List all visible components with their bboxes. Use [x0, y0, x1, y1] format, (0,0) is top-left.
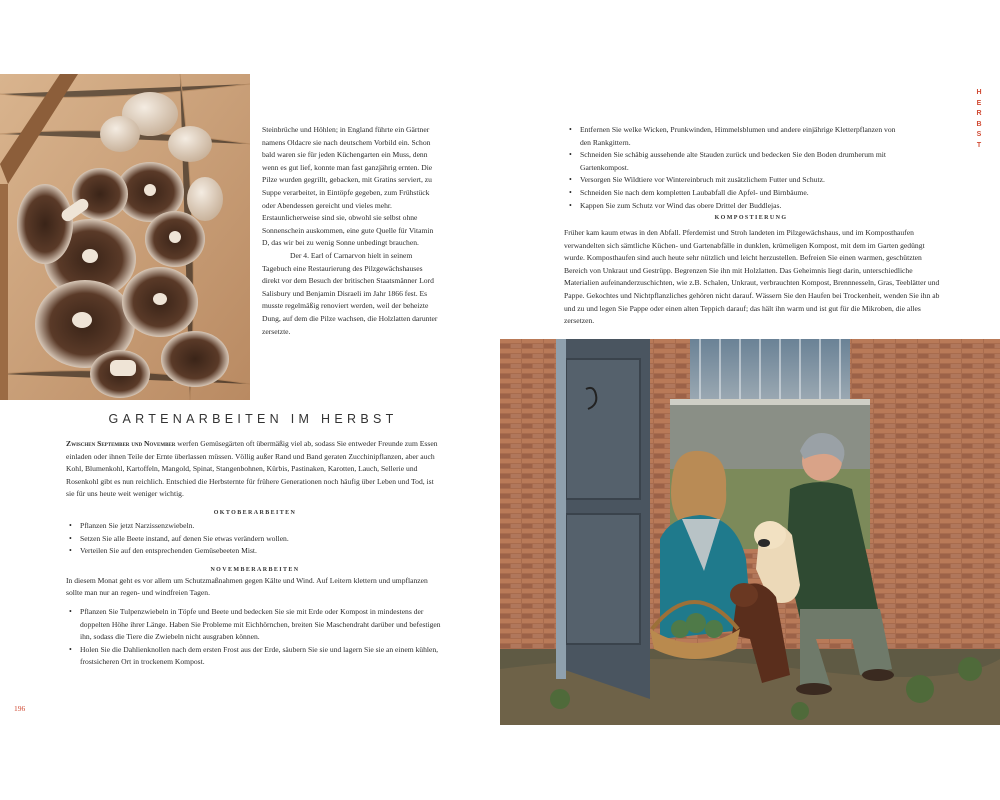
right-column	[566, 124, 906, 212]
lead-smallcaps: Zwischen September und November	[66, 439, 176, 448]
intro-paragraph-2: Der 4. Earl of Carnarvon hielt in seinem Tagebuch eine Restaurierung des Pilzgewächshauses direkt vor dem Besuch der britischen Staatsmänner Lord Salisbury und Benjamin Disraeli im Jahr 1866 fest. Es musste regelmäßig renoviert werden, weil der beheizte Dung, auf dem die Pilze wachsen, die Holzlatten darunter zersetzte.	[262, 250, 438, 336]
page-number: 196	[14, 704, 26, 713]
november-list	[66, 606, 444, 669]
lead-rest: werfen Gemüsegärten oft übermäßig viel ab, sodass Sie entweder Freunde zum Essen einladen oder ihnen Teile der Ernte überlassen müssen. Völlig außer Rand und Band geraten Zucchinipflanzen, aber auch Kohl, Blumenkohl, Kartoffeln, Mangold, Spinat, Stangenbohnen, Kürbis, Pastinaken, Karotten, Lauch, Sellerie und Rosenkohl gibt es nun reichlich. Entschied die Herbsternte für frühere Generationen noch häufig über Leben und Tod, ist sie für uns heute weit weniger wichtig.	[66, 439, 438, 499]
oktober-list	[66, 520, 444, 558]
section-side-tab	[966, 88, 992, 151]
side-tab-letter: H	[976, 89, 982, 96]
left-main-text	[66, 438, 444, 669]
kompost-title: KOMPOSTIERUNG	[714, 215, 788, 221]
intro-column	[262, 124, 438, 338]
section-heading: GARTENARBEITEN IM HERBST	[108, 412, 398, 426]
lead-paragraph	[66, 438, 444, 501]
list-item: • Pflanzen Sie jetzt Narzissenzwiebeln.	[66, 520, 444, 533]
mushroom-photo	[0, 74, 250, 400]
right-bullet-list	[566, 124, 906, 212]
list-item: • Kappen Sie zum Schutz vor Wind das obere Drittel der Buddlejas.	[566, 200, 906, 213]
side-tab-letter: R	[976, 110, 982, 117]
november-intro: In diesem Monat geht es vor allem um Schutzmaßnahmen gegen Kälte und Wind. Auf Leitern klettern und umpflanzen sollte man nur an regen- und windfreien Tagen.	[66, 575, 428, 598]
side-tab-letter: S	[976, 131, 982, 138]
oktober-title: OKTOBERARBEITEN	[213, 509, 297, 516]
list-item: • Verteilen Sie auf den entsprechenden Gemüsebeeten Mist.	[66, 545, 444, 558]
list-item: • Setzen Sie alle Beete instand, auf denen Sie etwas verändern wollen.	[66, 533, 444, 546]
list-item: • Versorgen Sie Wildtiere vor Wintereinbruch mit zusätzlichem Futter und Schutz.	[566, 174, 906, 187]
couple-with-dogs-photo	[500, 339, 1000, 725]
list-item: • Schneiden Sie schäbig aussehende alte Stauden zurück und bedecken Sie den Boden drumherum mit Gartenkompost.	[566, 149, 906, 174]
side-tab-letter: E	[976, 99, 982, 107]
side-tab-letters	[966, 88, 992, 151]
list-item: • Pflanzen Sie Tulpenzwiebeln in Töpfe und Beete und bedecken Sie sie mit Erde oder Kompost in mindestens der doppelten Höhe ihrer Länge. Haben Sie Probleme mit Eichhörnchen, breiten Sie Maschendraht darüber und befestigen ihn, sodass die Tiere die Zwiebeln nicht ausgraben können.	[66, 606, 444, 644]
list-item: • Holen Sie die Dahlienknollen nach dem ersten Frost aus der Erde, säubern Sie sie und lagern Sie sie an einem kühlen, frostsicheren Ort in trockenem Kompost.	[66, 644, 444, 669]
intro-paragraph-1: Steinbrüche und Höhlen; in England führte ein Gärtner namens Oldacre sie nach deutschem Vorbild ein. Schon bald waren sie für jeden Küchengarten ein Muss, denn wenn es gut lief, konnte man fast ganzjährig ernten. Die Pilze wurden gegrillt, gebacken, mit Gratins serviert, zu Suppe verarbeitet, in Eintöpfe gegeben, zum Frühstück oder Abendessen gereicht und vieles mehr. Erstaunlicherweise sind sie, obwohl sie selbst ohne Sonnenschein auskommen, eine gute Quelle für Vitamin D, das wir bei zu wenig Sonne unbedingt brauchen.	[262, 125, 434, 248]
list-item: • Entfernen Sie welke Wicken, Prunkwinden, Himmelsblumen und andere einjährige Kletterpflanzen von den Rankgittern.	[566, 124, 906, 149]
kompost-text: Früher kam kaum etwas in den Abfall. Pferdemist und Stroh landeten im Pilzgewächshaus, und im Komposthaufen verwandelten sich sämtliche Küchen- und Gartenabfälle in dunklen, krümeligen Kompost, mit dem im Garten gedüngt wurde. Komposthaufen sind auch heute sehr nützlich und leicht herzustellen. Befreien Sie einen warmen, geschützten Bereich von Unkraut und Gestrüpp. Begrenzen Sie ihn mit Holzlatten. Das Geheimnis liegt darin, unterschiedliche Materialien aufeinanderzuschichten, wie z.B. Schalen, Unkraut, verbrauchten Kompost, Brennnesseln, Gras, Teeblätter und Pappe. Gekochtes und Nichtpflanzliches gehören nicht darauf. Wässern Sie den Haufen bei Trockenheit, wenden Sie ihn ab und zu und legen Sie Pappe oder einen alten Teppich darauf; das hält ihn warm und ist gut für die Mikroben, die alles zersetzen.	[564, 228, 940, 326]
november-title: NOVEMBERARBEITEN	[210, 566, 300, 573]
side-tab-letter: B	[976, 120, 982, 128]
side-tab-letter: T	[976, 141, 982, 149]
list-item: • Schneiden Sie nach dem kompletten Laubabfall die Apfel- und Birnbäume.	[566, 187, 906, 200]
